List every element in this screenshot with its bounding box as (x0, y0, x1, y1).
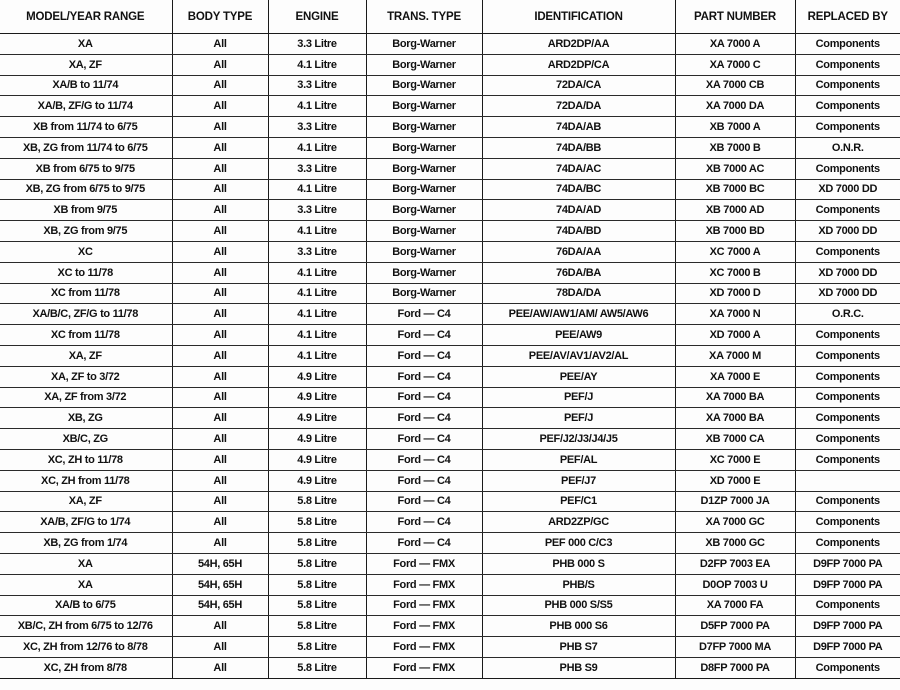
cell-replaced-by: O.N.R. (795, 137, 900, 158)
cell-identification: PEF/C1 (482, 491, 675, 512)
table-row (0, 595, 900, 616)
cell-engine: 4.9 Litre (268, 470, 366, 491)
cell-engine: 3.3 Litre (268, 158, 366, 179)
cell-body-type: All (172, 657, 268, 678)
cell-replaced-by: Components (795, 54, 900, 75)
cell-trans-type: Ford — FMX (366, 553, 482, 574)
cell-replaced-by: Components (795, 512, 900, 533)
cell-part-number: XA 7000 C (675, 54, 795, 75)
cell-trans-type: Borg-Warner (366, 200, 482, 221)
cell-trans-type: Ford — C4 (366, 304, 482, 325)
cell-trans-type: Borg-Warner (366, 34, 482, 55)
cell-trans-type: Borg-Warner (366, 221, 482, 242)
cell-body-type: All (172, 241, 268, 262)
cell-identification: PHB/S (482, 574, 675, 595)
header-identification: IDENTIFICATION (482, 0, 675, 34)
cell-part-number: XA 7000 N (675, 304, 795, 325)
cell-body-type: All (172, 345, 268, 366)
table-row (0, 137, 900, 158)
cell-trans-type: Borg-Warner (366, 179, 482, 200)
cell-body-type: All (172, 366, 268, 387)
cell-part-number: XA 7000 M (675, 345, 795, 366)
cell-replaced-by: Components (795, 408, 900, 429)
cell-body-type: All (172, 637, 268, 658)
cell-replaced-by: Components (795, 96, 900, 117)
cell-replaced-by: Components (795, 449, 900, 470)
table-row (0, 616, 900, 637)
cell-identification: PEE/AV/AV1/AV2/AL (482, 345, 675, 366)
table-row (0, 408, 900, 429)
table-row (0, 574, 900, 595)
cell-body-type: All (172, 158, 268, 179)
cell-replaced-by: Components (795, 657, 900, 678)
cell-replaced-by: D9FP 7000 PA (795, 574, 900, 595)
cell-replaced-by: D9FP 7000 PA (795, 637, 900, 658)
table-row (0, 387, 900, 408)
cell-part-number: XB 7000 CA (675, 429, 795, 450)
cell-part-number: XC 7000 E (675, 449, 795, 470)
cell-part-number: XC 7000 B (675, 262, 795, 283)
table-row (0, 637, 900, 658)
table-body (0, 34, 900, 679)
cell-identification: 72DA/CA (482, 75, 675, 96)
cell-replaced-by: XD 7000 DD (795, 179, 900, 200)
cell-engine: 5.8 Litre (268, 533, 366, 554)
cell-engine: 5.8 Litre (268, 574, 366, 595)
cell-replaced-by: XD 7000 DD (795, 221, 900, 242)
cell-part-number: D7FP 7000 MA (675, 637, 795, 658)
cell-identification: 74DA/AB (482, 117, 675, 138)
table-row (0, 304, 900, 325)
cell-model-year-range: XB, ZG (0, 408, 172, 429)
cell-trans-type: Ford — C4 (366, 408, 482, 429)
cell-body-type: All (172, 34, 268, 55)
cell-part-number: XA 7000 CB (675, 75, 795, 96)
cell-model-year-range: XC from 11/78 (0, 325, 172, 346)
cell-replaced-by: Components (795, 366, 900, 387)
cell-engine: 5.8 Litre (268, 512, 366, 533)
cell-trans-type: Ford — C4 (366, 449, 482, 470)
table-row (0, 96, 900, 117)
cell-replaced-by (795, 470, 900, 491)
cell-identification: 78DA/DA (482, 283, 675, 304)
cell-model-year-range: XB, ZG from 9/75 (0, 221, 172, 242)
cell-identification: PHB 000 S/S5 (482, 595, 675, 616)
cell-trans-type: Ford — FMX (366, 595, 482, 616)
table-row (0, 512, 900, 533)
cell-model-year-range: XB/C, ZH from 6/75 to 12/76 (0, 616, 172, 637)
cell-engine: 5.8 Litre (268, 637, 366, 658)
cell-replaced-by: Components (795, 75, 900, 96)
table-row (0, 325, 900, 346)
cell-replaced-by: Components (795, 34, 900, 55)
cell-body-type: All (172, 387, 268, 408)
cell-trans-type: Borg-Warner (366, 117, 482, 138)
cell-part-number: XB 7000 A (675, 117, 795, 138)
cell-engine: 3.3 Litre (268, 241, 366, 262)
cell-part-number: XD 7000 A (675, 325, 795, 346)
cell-body-type: All (172, 179, 268, 200)
cell-part-number: XD 7000 D (675, 283, 795, 304)
cell-model-year-range: XB, ZG from 11/74 to 6/75 (0, 137, 172, 158)
cell-model-year-range: XC, ZH from 11/78 (0, 470, 172, 491)
table-row (0, 429, 900, 450)
cell-engine: 4.9 Litre (268, 366, 366, 387)
cell-engine: 4.1 Litre (268, 137, 366, 158)
cell-engine: 5.8 Litre (268, 553, 366, 574)
cell-engine: 4.1 Litre (268, 179, 366, 200)
cell-engine: 3.3 Litre (268, 34, 366, 55)
cell-replaced-by: D9FP 7000 PA (795, 553, 900, 574)
cell-identification: PEE/AY (482, 366, 675, 387)
cell-model-year-range: XA, ZF from 3/72 (0, 387, 172, 408)
table-row (0, 345, 900, 366)
cell-model-year-range: XC to 11/78 (0, 262, 172, 283)
cell-engine: 4.1 Litre (268, 262, 366, 283)
cell-body-type: All (172, 491, 268, 512)
table-row (0, 75, 900, 96)
cell-model-year-range: XA (0, 574, 172, 595)
cell-trans-type: Borg-Warner (366, 241, 482, 262)
cell-trans-type: Borg-Warner (366, 75, 482, 96)
cell-engine: 4.9 Litre (268, 449, 366, 470)
table-row (0, 533, 900, 554)
cell-engine: 4.1 Litre (268, 96, 366, 117)
cell-engine: 5.8 Litre (268, 595, 366, 616)
cell-part-number: XA 7000 FA (675, 595, 795, 616)
cell-replaced-by: Components (795, 533, 900, 554)
table-row (0, 54, 900, 75)
cell-identification: PEF/J7 (482, 470, 675, 491)
cell-identification: 76DA/BA (482, 262, 675, 283)
cell-trans-type: Borg-Warner (366, 96, 482, 117)
cell-part-number: XA 7000 A (675, 34, 795, 55)
cell-identification: PEF/J (482, 408, 675, 429)
header-row (0, 0, 900, 34)
cell-identification: 74DA/BD (482, 221, 675, 242)
table-row (0, 283, 900, 304)
cell-body-type: All (172, 262, 268, 283)
cell-body-type: All (172, 75, 268, 96)
cell-trans-type: Ford — C4 (366, 491, 482, 512)
cell-body-type: 54H, 65H (172, 574, 268, 595)
header-trans-type: TRANS. TYPE (366, 0, 482, 34)
cell-replaced-by: D9FP 7000 PA (795, 616, 900, 637)
cell-model-year-range: XB from 6/75 to 9/75 (0, 158, 172, 179)
cell-engine: 4.9 Litre (268, 429, 366, 450)
cell-trans-type: Ford — C4 (366, 387, 482, 408)
cell-part-number: XB 7000 AC (675, 158, 795, 179)
cell-replaced-by: O.R.C. (795, 304, 900, 325)
cell-trans-type: Ford — C4 (366, 512, 482, 533)
cell-part-number: XC 7000 A (675, 241, 795, 262)
cell-model-year-range: XB from 11/74 to 6/75 (0, 117, 172, 138)
cell-replaced-by: Components (795, 387, 900, 408)
cell-replaced-by: Components (795, 241, 900, 262)
cell-model-year-range: XA/B/C, ZF/G to 11/78 (0, 304, 172, 325)
cell-part-number: XB 7000 AD (675, 200, 795, 221)
cell-engine: 4.1 Litre (268, 304, 366, 325)
cell-identification: PHB 000 S6 (482, 616, 675, 637)
cell-model-year-range: XA, ZF (0, 491, 172, 512)
cell-trans-type: Borg-Warner (366, 158, 482, 179)
cell-model-year-range: XA (0, 34, 172, 55)
table-row (0, 200, 900, 221)
cell-part-number: XD 7000 E (675, 470, 795, 491)
cell-identification: PHB 000 S (482, 553, 675, 574)
cell-engine: 4.9 Litre (268, 408, 366, 429)
cell-model-year-range: XA, ZF to 3/72 (0, 366, 172, 387)
cell-model-year-range: XC, ZH to 11/78 (0, 449, 172, 470)
cell-part-number: XB 7000 BD (675, 221, 795, 242)
table-row (0, 657, 900, 678)
cell-replaced-by: Components (795, 595, 900, 616)
cell-identification: PEE/AW/AW1/AM/ AW5/AW6 (482, 304, 675, 325)
cell-body-type: All (172, 408, 268, 429)
cell-model-year-range: XB from 9/75 (0, 200, 172, 221)
cell-engine: 4.1 Litre (268, 345, 366, 366)
table-row (0, 491, 900, 512)
cell-body-type: All (172, 200, 268, 221)
cell-identification: 76DA/AA (482, 241, 675, 262)
table-row (0, 158, 900, 179)
cell-engine: 3.3 Litre (268, 200, 366, 221)
cell-body-type: All (172, 137, 268, 158)
table-row (0, 221, 900, 242)
cell-engine: 4.1 Litre (268, 283, 366, 304)
cell-trans-type: Ford — C4 (366, 345, 482, 366)
cell-body-type: 54H, 65H (172, 553, 268, 574)
cell-model-year-range: XC, ZH from 8/78 (0, 657, 172, 678)
cell-replaced-by: Components (795, 158, 900, 179)
cell-trans-type: Ford — C4 (366, 366, 482, 387)
cell-trans-type: Borg-Warner (366, 137, 482, 158)
cell-part-number: XA 7000 GC (675, 512, 795, 533)
cell-model-year-range: XA, ZF (0, 345, 172, 366)
cell-part-number: XB 7000 BC (675, 179, 795, 200)
cell-body-type: All (172, 304, 268, 325)
cell-replaced-by: Components (795, 491, 900, 512)
table-row (0, 553, 900, 574)
cell-identification: PEF 000 C/C3 (482, 533, 675, 554)
cell-body-type: All (172, 221, 268, 242)
cell-part-number: XB 7000 B (675, 137, 795, 158)
cell-model-year-range: XB, ZG from 1/74 (0, 533, 172, 554)
cell-identification: ARD2ZP/GC (482, 512, 675, 533)
header-body-type: BODY TYPE (172, 0, 268, 34)
cell-identification: PEF/J2/J3/J4/J5 (482, 429, 675, 450)
cell-trans-type: Ford — FMX (366, 657, 482, 678)
cell-trans-type: Borg-Warner (366, 54, 482, 75)
cell-engine: 5.8 Litre (268, 657, 366, 678)
cell-engine: 5.8 Litre (268, 491, 366, 512)
cell-engine: 5.8 Litre (268, 616, 366, 637)
cell-part-number: XA 7000 E (675, 366, 795, 387)
cell-part-number: XA 7000 BA (675, 387, 795, 408)
cell-body-type: All (172, 449, 268, 470)
cell-body-type: All (172, 96, 268, 117)
header-model-year-range: MODEL/YEAR RANGE (0, 0, 172, 34)
cell-body-type: All (172, 533, 268, 554)
cell-trans-type: Ford — C4 (366, 429, 482, 450)
cell-model-year-range: XC, ZH from 12/76 to 8/78 (0, 637, 172, 658)
cell-trans-type: Ford — C4 (366, 325, 482, 346)
cell-body-type: All (172, 429, 268, 450)
cell-part-number: D8FP 7000 PA (675, 657, 795, 678)
cell-part-number: XA 7000 DA (675, 96, 795, 117)
table-row (0, 117, 900, 138)
cell-identification: PHB S7 (482, 637, 675, 658)
cell-part-number: XA 7000 BA (675, 408, 795, 429)
cell-body-type: All (172, 512, 268, 533)
cell-trans-type: Borg-Warner (366, 262, 482, 283)
table-row (0, 262, 900, 283)
table-row (0, 366, 900, 387)
cell-identification: ARD2DP/AA (482, 34, 675, 55)
cell-identification: 74DA/BC (482, 179, 675, 200)
cell-model-year-range: XA/B, ZF/G to 1/74 (0, 512, 172, 533)
cell-replaced-by: XD 7000 DD (795, 262, 900, 283)
cell-replaced-by: XD 7000 DD (795, 283, 900, 304)
cell-engine: 4.1 Litre (268, 221, 366, 242)
cell-engine: 4.1 Litre (268, 54, 366, 75)
cell-trans-type: Ford — FMX (366, 616, 482, 637)
cell-body-type: 54H, 65H (172, 595, 268, 616)
cell-identification: 74DA/AD (482, 200, 675, 221)
cell-part-number: XB 7000 GC (675, 533, 795, 554)
cell-part-number: D1ZP 7000 JA (675, 491, 795, 512)
cell-replaced-by: Components (795, 345, 900, 366)
cell-model-year-range: XC from 11/78 (0, 283, 172, 304)
cell-body-type: All (172, 117, 268, 138)
cell-trans-type: Ford — C4 (366, 533, 482, 554)
cell-engine: 3.3 Litre (268, 75, 366, 96)
cell-identification: PEE/AW9 (482, 325, 675, 346)
cell-replaced-by: Components (795, 117, 900, 138)
cell-engine: 4.1 Litre (268, 325, 366, 346)
cell-identification: PEF/J (482, 387, 675, 408)
cell-identification: 74DA/AC (482, 158, 675, 179)
cell-model-year-range: XA/B, ZF/G to 11/74 (0, 96, 172, 117)
table-row (0, 179, 900, 200)
header-part-number: PART NUMBER (675, 0, 795, 34)
cell-body-type: All (172, 54, 268, 75)
cell-identification: 72DA/DA (482, 96, 675, 117)
cell-trans-type: Ford — C4 (366, 470, 482, 491)
header-replaced-by: REPLACED BY (795, 0, 900, 34)
table-row (0, 470, 900, 491)
cell-model-year-range: XB/C, ZG (0, 429, 172, 450)
cell-identification: ARD2DP/CA (482, 54, 675, 75)
cell-identification: 74DA/BB (482, 137, 675, 158)
cell-model-year-range: XB, ZG from 6/75 to 9/75 (0, 179, 172, 200)
cell-trans-type: Ford — FMX (366, 637, 482, 658)
cell-model-year-range: XA (0, 553, 172, 574)
table-row (0, 241, 900, 262)
cell-engine: 3.3 Litre (268, 117, 366, 138)
cell-body-type: All (172, 325, 268, 346)
cell-replaced-by: Components (795, 200, 900, 221)
table-row (0, 449, 900, 470)
cell-part-number: D0OP 7003 U (675, 574, 795, 595)
cell-engine: 4.9 Litre (268, 387, 366, 408)
cell-part-number: D2FP 7003 EA (675, 553, 795, 574)
cell-model-year-range: XC (0, 241, 172, 262)
table-row (0, 34, 900, 55)
cell-model-year-range: XA, ZF (0, 54, 172, 75)
cell-body-type: All (172, 470, 268, 491)
cell-body-type: All (172, 616, 268, 637)
cell-part-number: D5FP 7000 PA (675, 616, 795, 637)
cell-trans-type: Ford — FMX (366, 574, 482, 595)
header-engine: ENGINE (268, 0, 366, 34)
cell-body-type: All (172, 283, 268, 304)
cell-trans-type: Borg-Warner (366, 283, 482, 304)
cell-model-year-range: XA/B to 11/74 (0, 75, 172, 96)
cell-replaced-by: Components (795, 429, 900, 450)
cell-identification: PEF/AL (482, 449, 675, 470)
cell-identification: PHB S9 (482, 657, 675, 678)
cell-model-year-range: XA/B to 6/75 (0, 595, 172, 616)
cell-replaced-by: Components (795, 325, 900, 346)
